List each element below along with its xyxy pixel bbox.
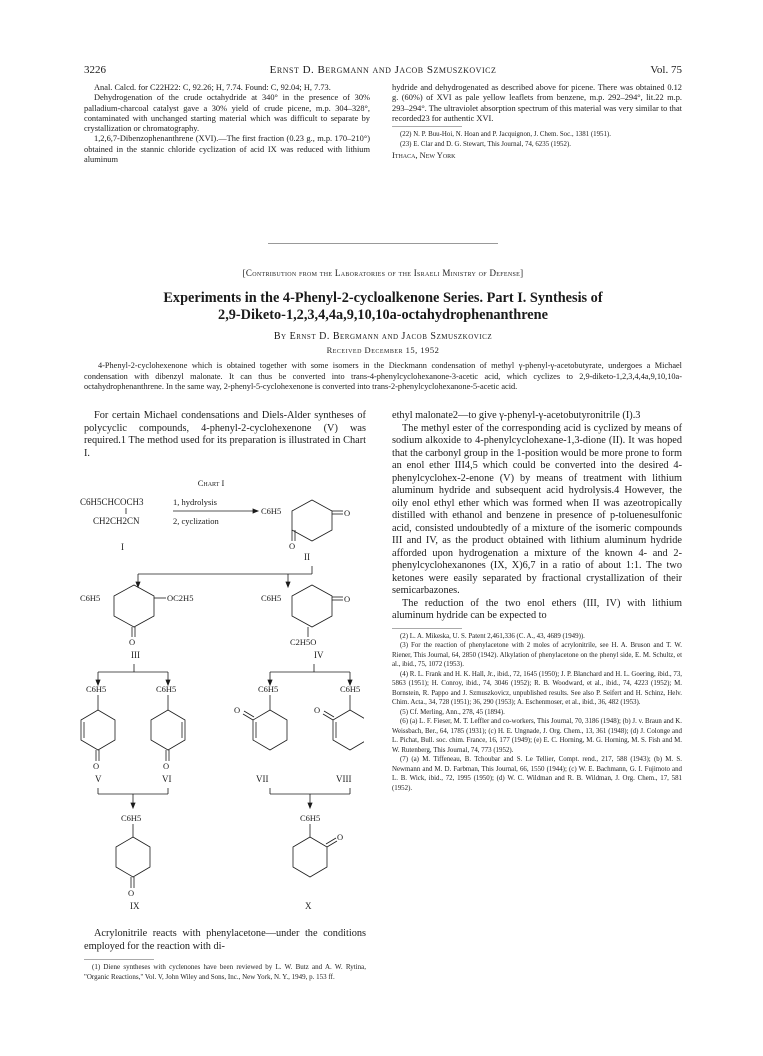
- compound-label-iv: IV: [314, 650, 324, 660]
- phenyl-group: C6H5: [80, 593, 101, 603]
- oxygen-atom: O: [337, 832, 344, 842]
- prev-paragraph: Anal. Calcd. for C22H22: C, 92.26; H, 7.74. Found: C, 92.04; H, 7.73.: [94, 83, 331, 92]
- ring-ix: [116, 837, 150, 877]
- ring-v: [81, 710, 115, 750]
- abstract: 4-Phenyl-2-cyclohexenone which is obtained together with some isomers in the Dieckmann condensation of methyl γ-phenyl-γ-acetobutyrate, undergoes a Michael condensation with dibenzyl malonate. It can thus be converted into trans-4-phenylcyclohexanone-3-acetic acid, which cyclizes to 2,9-diketo-1,2,3,4,4a,9,10,10a-octahydrophenanthrene. In the same way, 2-phenyl-5-cyclohexenone is converted into trans-2-phenylcyclohexanone-5-acetic acid.: [84, 361, 682, 392]
- bond: [326, 838, 336, 844]
- phenyl-group: C6H5: [258, 684, 279, 694]
- footnote-divider: [84, 959, 154, 960]
- oxygen-atom: O: [163, 761, 170, 771]
- oxygen-atom: O: [93, 761, 100, 771]
- compound-label-vii: VII: [256, 774, 269, 784]
- phenyl-group: C6H5: [121, 813, 142, 823]
- phenyl-group: C6H5: [300, 813, 321, 823]
- title-line: Experiments in the 4-Phenyl-2-cycloalkenone Series. Part I. Synthesis of: [163, 290, 603, 306]
- oxygen-atom: O: [289, 541, 296, 551]
- oxygen-atom: O: [234, 705, 241, 715]
- footnote: (3) For the reaction of phenylacetone with 2 moles of acrylonitrile, see H. A. Bruson and T. W. Riener, This Journal, 64, 2850 (1942). Alkylation of phenylacetone on the phenyl side, E. M. Schultz, et al., ibid., 75, 1072 (1953).: [392, 642, 682, 668]
- contribution-line: [Contribution from the Laboratories of the Israeli Ministry of Defense]: [242, 268, 524, 278]
- paragraph: Acrylonitrile reacts with phenylacetone—under the conditions employed for the reaction with di-: [84, 928, 366, 952]
- compound-label-ix: IX: [130, 901, 140, 911]
- prev-paragraph: Dehydrogenation of the crude octahydride at 340° in the presence of 30% palladium-charcoal catalyst gave a 30% yield of crude picene, m.p. 304–328°, contaminated with unchanged starting material which was difficult to separate by crystallization or chromatography.: [84, 93, 370, 134]
- ring-ii: [292, 500, 332, 541]
- arrow-head: [253, 509, 258, 513]
- footnote: (2) L. A. Mikeska, U. S. Patent 2,461,336 (C. A., 43, 4689 (1949)).: [400, 632, 585, 640]
- oxygen-atom: O: [344, 594, 351, 604]
- compound-label-ii: II: [304, 552, 310, 562]
- phenyl-group: C6H5: [261, 593, 282, 603]
- ring-iv: [292, 585, 332, 627]
- article-title: [84, 290, 682, 324]
- compound-label-v: V: [95, 774, 102, 784]
- ring-vii: [253, 710, 287, 750]
- footnote: (4) R. L. Frank and H. K. Hall, Jr., ibid., 72, 1645 (1950); J. P. Blanchard and H. L. Goering, ibid., 73, 5863 (1951); H. Conroy, ibid., 74, 3046 (1952); R. B. Woodward, et al., ibid., 74, 4223 (1952); M. Bornstein, R. Pappo and J. Szmuszkovicz, unpublished results. See also P. Seifert and H. Schinz, Helv. Chim. Acta., 34, 728 (1951); 36, 290 (1953); A. Eschenmoser, et al., ibid., 36, 482 (1953).: [392, 670, 682, 706]
- byline: By Ernst D. Bergmann and Jacob Szmuszkovicz: [273, 331, 493, 342]
- footnote: (23) E. Clar and D. G. Stewart, This Journal, 74, 6235 (1952).: [400, 140, 571, 148]
- right-column: [392, 410, 682, 793]
- previous-article-left: [84, 83, 370, 165]
- place-of-origin: Ithaca, New York: [392, 151, 456, 161]
- title-line: 2,9-Diketo-1,2,3,4,4a,9,10,10a-octahydrophenanthrene: [218, 307, 548, 323]
- left-column-intro: [84, 410, 366, 460]
- paragraph: The reduction of the two enol ethers (III, IV) with lithium aluminum hydride can be expected to: [392, 597, 682, 621]
- reactant-sidechain: CH2CH2CN: [93, 516, 140, 526]
- oxygen-atom: O: [314, 705, 321, 715]
- oxygen-atom: O: [344, 508, 351, 518]
- header-authors: Ernst D. Bergmann and Jacob Szmuszkovicz: [269, 64, 497, 76]
- footnote-divider: [392, 126, 462, 127]
- footnote: (1) Diene syntheses with cyclenones have been reviewed by L. W. Butz and A. W. Rytina, "Organic Reactions," Vol. V, John Wiley and Sons, Inc., New York, N. Y., 1949, p. 153 ff.: [84, 963, 366, 981]
- footnote: (5) Cf. Merling, Ann., 278, 45 (1894).: [400, 708, 505, 716]
- ring-vi: [151, 710, 185, 750]
- ethoxy-group: OC2H5: [167, 593, 194, 603]
- previous-article-right: [392, 83, 682, 161]
- bond: [244, 711, 254, 717]
- phenyl-group: C6H5: [340, 684, 361, 694]
- arrow-head: [131, 803, 135, 808]
- bond: [243, 714, 253, 720]
- phenyl-group: C6H5: [261, 506, 282, 516]
- paragraph: The methyl ester of the corresponding acid is cyclized by means of sodium alkoxide to 4-phenylcyclohexane-1,3-dione (II). It was hoped that the carbonyl group in the 1-position would be more prone to form an enol ether III4,5 which could be converted into the desired 4-phenylcyclohex-2-enone (V) by means of treatment with lithium aluminum hydride and subsequent acid hydrolysis.4 However, the oily enol ethyl ether which was formed when II was azeotropically distilled with ethanol and benzene in presence of p-toluenesulfonic acid, consisted undoubtedly of a mixture of the isomeric compounds III and IV, as the product obtained with lithium aluminum hydride afforded upon hydrogenation a mixture of the known 4- and 2-phenylcyclohexanones (IX, X)6,7 in a ratio of about 1:1. The two ketones were easily separated by fractional crystallization of their semicarbazones.: [392, 422, 682, 596]
- compound-label-x: X: [305, 901, 312, 911]
- compound-label-iii: III: [131, 650, 140, 660]
- paragraph: ethyl malonate2—to give γ-phenyl-γ-acetobutyronitrile (I).3: [392, 410, 641, 421]
- arrow-head: [308, 803, 312, 808]
- left-column-bottom: [84, 928, 366, 983]
- footnote: (6) (a) L. F. Fieser, M. T. Leffler and co-workers, This Journal, 70, 3186 (1948); (b) J. v. Braun and K. Weissbach, Ber., 64, 1785 (1931); (c) H. E. Ungnade, J. Org. Chem., 13, 361 (1948); (d) J. Colonge and L. Pichat, Bull. soc. chim. France, 16, 177 (1949); (e) E. C. Horning, M. G. Horning, M. S. Fish and M. W. Rutenberg, This Journal, 74, 773 (1952).: [392, 718, 682, 754]
- paragraph: For certain Michael condensations and Diels-Alder syntheses of polycyclic compounds, 4-phenyl-2-cyclohexenone (V) was required.1 The method used for its preparation is illustrated in Chart I.: [84, 410, 366, 459]
- prev-paragraph: 1,2,6,7-Dibenzophenanthrene (XVI).—The first fraction (0.23 g., m.p. 170–210°) obtained in the stannic chloride cyclization of acid IX was reduced with lithium aluminum: [84, 134, 370, 165]
- ethoxy-group: C2H5O: [290, 637, 317, 647]
- received-date: Received December 15, 1952: [326, 345, 440, 355]
- chart-title: Chart I: [197, 478, 225, 488]
- bond: [327, 841, 337, 847]
- running-header: [84, 64, 682, 78]
- phenyl-group: C6H5: [156, 684, 177, 694]
- bond: [323, 714, 333, 720]
- ring-x: [293, 837, 327, 877]
- article-divider: [268, 243, 498, 244]
- phenyl-group: C6H5: [86, 684, 107, 694]
- oxygen-atom: O: [129, 637, 136, 647]
- header-volume: Vol. 75: [650, 64, 682, 76]
- footnote: (7) (a) M. Tiffeneau, B. Tchoubar and S. Le Tellier, Compt. rend., 217, 588 (1943); (b) M. S. Newmann and M. D. Farbman, This Journal, 66, 1550 (1944); (c) W. E. Bachmann, G. I. Fujimoto and L. B. Wick, ibid., 72, 1995 (1950); (d) W. C. Wildman and R. B. Wildman, J. Org. Chem., 17, 581 (1952).: [392, 756, 682, 792]
- chart-i-scheme: [78, 478, 364, 963]
- compound-label-vi: VI: [162, 774, 172, 784]
- footnote: (22) N. P. Buu-Hoi, N. Hoan and P. Jacquignon, J. Chem. Soc., 1381 (1951).: [400, 131, 611, 139]
- compound-label-i: I: [121, 542, 124, 552]
- reactant-formula: C6H5CHCOCH3: [80, 497, 144, 507]
- arrow-head: [286, 582, 290, 587]
- footnote-divider: [392, 628, 462, 629]
- ring-iii: [114, 585, 154, 627]
- bond: [324, 711, 334, 717]
- page-number: 3226: [84, 64, 106, 76]
- step-cyclization: 2, cyclization: [173, 516, 219, 526]
- compound-label-viii: VIII: [336, 774, 352, 784]
- step-hydrolysis: 1, hydrolysis: [173, 497, 217, 507]
- ring-viii: [333, 710, 364, 750]
- prev-paragraph: hydride and dehydrogenated as described above for picene. There was obtained 0.12 g. (60%) of XVI as pale yellow leaflets from benzene, m.p. 292–294°, lit.22 m.p. 293–294°. The ultraviolet absorption spectrum of this material was very similar to that recorded23 for authentic XVI.: [392, 83, 682, 123]
- oxygen-atom: O: [128, 888, 135, 898]
